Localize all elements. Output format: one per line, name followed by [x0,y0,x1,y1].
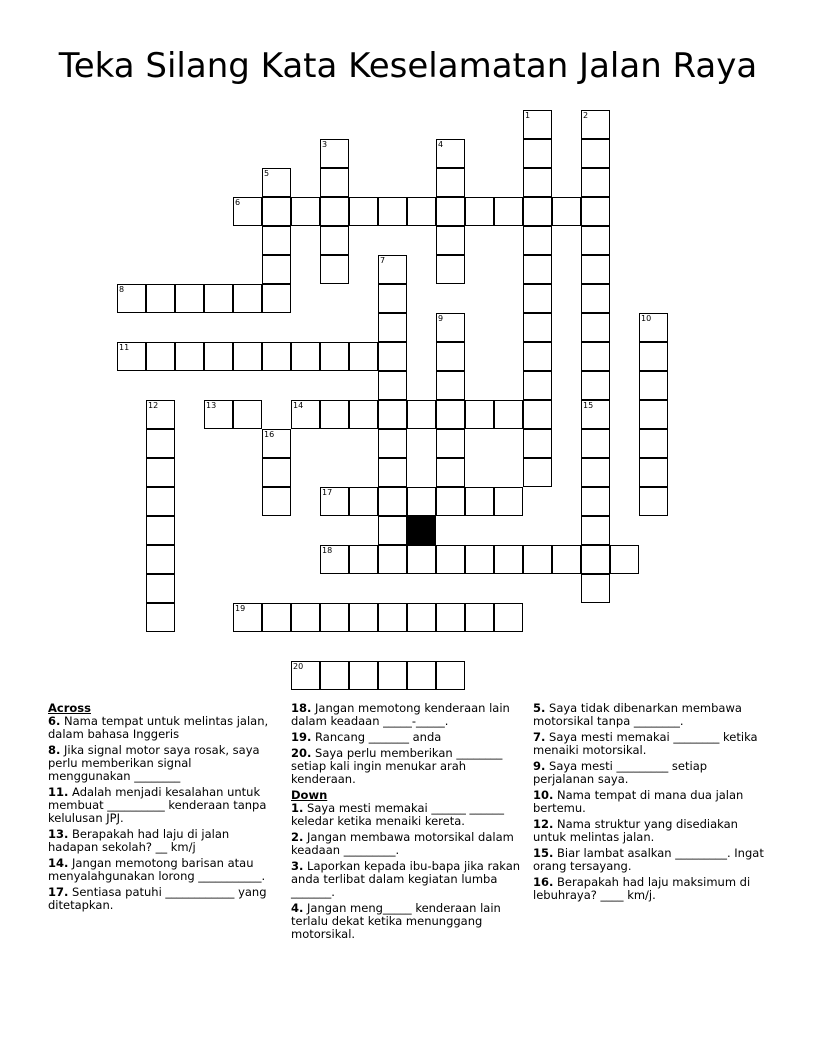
grid-cell[interactable] [349,197,378,226]
grid-cell[interactable] [407,400,436,429]
grid-cell[interactable] [146,574,175,603]
clue-down-3: 3. Laporkan kepada ibu-bapa jika rakan anda terlibat dalam kegiatan lumba _______. [291,859,521,899]
clue-number-label: 4 [438,140,444,149]
clue-across-20: 20. Saya perlu memberikan ________ setiap kali ingin menukar arah kenderaan. [291,746,503,786]
grid-cell[interactable] [262,226,291,255]
clue-number-label: 15 [583,401,594,410]
grid-cell[interactable] [523,458,552,487]
grid-cell[interactable] [233,197,262,226]
grid-cell[interactable] [552,197,581,226]
grid-cell[interactable] [262,429,291,458]
grid-cell[interactable] [233,284,262,313]
down-header: Down [291,788,328,802]
clue-number-label: 16 [264,430,275,439]
grid-cell[interactable] [494,603,523,632]
grid-cell[interactable] [146,487,175,516]
grid-cell[interactable] [349,487,378,516]
grid-cell[interactable] [262,342,291,371]
clue-number-label: 3 [322,140,328,149]
grid-cell[interactable] [523,284,552,313]
clue-across-11: 11. Adalah menjadi kesalahan untuk membuat __________ kenderaan tanpa kelulusan JPJ. [48,785,267,825]
grid-cell[interactable] [523,168,552,197]
grid-cell[interactable] [407,487,436,516]
grid-cell[interactable] [233,400,262,429]
grid-cell[interactable] [436,487,465,516]
grid-cell[interactable] [262,458,291,487]
grid-cell[interactable] [523,342,552,371]
grid-cell[interactable] [494,487,523,516]
grid-cell[interactable] [407,603,436,632]
grid-cell[interactable] [639,400,668,429]
grid-cell[interactable] [320,400,349,429]
clue-across-19: 19. Rancang _______ anda [291,730,442,744]
grid-cell[interactable] [523,110,552,139]
grid-cell[interactable] [262,284,291,313]
clue-down-5: 5. Saya tidak dibenarkan membawa motorsikal tanpa ________. [533,701,742,728]
grid-cell[interactable] [581,400,610,429]
grid-cell[interactable] [378,197,407,226]
grid-cell[interactable] [465,545,494,574]
grid-cell[interactable] [581,139,610,168]
grid-cell[interactable] [523,197,552,226]
grid-cell[interactable] [581,255,610,284]
grid-cell[interactable] [146,516,175,545]
grid-cell[interactable] [349,342,378,371]
across-header: Across [48,701,91,715]
clue-across-14: 14. Jangan memotong barisan atau menyalahgunakan lorong ___________. [48,856,266,883]
clue-number-label: 18 [322,546,333,555]
grid-cell[interactable] [523,400,552,429]
grid-cell[interactable] [581,545,610,574]
grid-cell[interactable] [465,197,494,226]
grid-cell[interactable] [581,429,610,458]
grid-cell[interactable] [378,545,407,574]
grid-cell[interactable] [407,661,436,690]
grid-cell[interactable] [262,487,291,516]
grid-cell[interactable] [146,429,175,458]
grid-cell[interactable] [407,197,436,226]
grid-cell[interactable] [494,545,523,574]
grid-cell[interactable] [581,284,610,313]
grid-cell[interactable] [378,400,407,429]
grid-cell[interactable] [610,545,639,574]
grid-cell[interactable] [175,284,204,313]
grid-cell[interactable] [320,603,349,632]
grid-cell[interactable] [494,400,523,429]
grid-cell[interactable] [262,255,291,284]
grid-cell[interactable] [146,545,175,574]
grid-cell[interactable] [494,197,523,226]
grid-cell[interactable] [436,545,465,574]
clue-across-18: 18. Jangan memotong kenderaan lain dalam keadaan _____-_____. [291,701,510,728]
grid-cell[interactable] [320,255,349,284]
clue-number-label: 12 [148,401,159,410]
clue-across-8: 8. Jika signal motor saya rosak, saya perlu memberikan signal menggunakan ________ [48,743,260,783]
clue-across-17: 17. Sentiasa patuhi ____________ yang ditetapkan. [48,885,267,912]
grid-cell[interactable] [291,661,320,690]
grid-cell[interactable] [378,487,407,516]
grid-cell[interactable] [320,139,349,168]
grid-cell[interactable] [639,313,668,342]
clue-number-label: 6 [235,198,241,207]
grid-cell[interactable] [291,400,320,429]
grid-cell[interactable] [436,342,465,371]
grid-cell[interactable] [378,516,407,545]
grid-cell[interactable] [523,255,552,284]
grid-cell[interactable] [436,371,465,400]
grid-cell[interactable] [233,603,262,632]
clue-across-6: 6. Nama tempat untuk melintas jalan, dalam bahasa Inggeris [48,714,269,741]
grid-cell[interactable] [523,139,552,168]
clue-down-2: 2. Jangan membawa motorsikal dalam keadaan _________. [291,830,514,857]
grid-cell[interactable] [378,284,407,313]
grid-cell[interactable] [523,226,552,255]
grid-cell[interactable] [204,342,233,371]
grid-cell[interactable] [436,313,465,342]
grid-cell[interactable] [436,400,465,429]
grid-cell[interactable] [436,139,465,168]
grid-cell[interactable] [436,255,465,284]
clue-number-label: 14 [293,401,304,410]
grid-cell[interactable] [581,458,610,487]
grid-cell[interactable] [436,458,465,487]
grid-cell[interactable] [349,400,378,429]
clue-number-label: 8 [119,285,125,294]
grid-cell[interactable] [523,371,552,400]
grid-cell[interactable] [320,545,349,574]
clue-number-label: 13 [206,401,217,410]
grid-cell[interactable] [378,661,407,690]
grid-cell[interactable] [320,168,349,197]
grid-cell[interactable] [378,255,407,284]
clue-column-2 [291,702,523,944]
grid-cell[interactable] [436,661,465,690]
clue-number-label: 10 [641,314,652,323]
grid-cell[interactable] [349,603,378,632]
grid-cell[interactable] [581,574,610,603]
clue-number-label: 2 [583,111,589,120]
clue-number-label: 11 [119,343,130,352]
grid-cell[interactable] [581,197,610,226]
black-block [407,516,436,545]
grid-cell[interactable] [523,545,552,574]
grid-cell[interactable] [320,342,349,371]
clue-down-12: 12. Nama struktur yang disediakan untuk melintas jalan. [533,817,738,844]
grid-cell[interactable] [146,284,175,313]
clue-column-3 [533,702,765,905]
grid-cell[interactable] [639,342,668,371]
grid-cell[interactable] [465,603,494,632]
grid-cell[interactable] [523,429,552,458]
grid-cell[interactable] [639,458,668,487]
grid-cell[interactable] [436,226,465,255]
clue-number-label: 5 [264,169,270,178]
clue-across-13: 13. Berapakah had laju di jalan hadapan sekolah? __ km/j [48,827,230,854]
grid-cell[interactable] [407,545,436,574]
clue-number-label: 19 [235,604,246,613]
grid-cell[interactable] [320,487,349,516]
clue-down-7: 7. Saya mesti memakai ________ ketika menaiki motorsikal. [533,730,758,757]
grid-cell[interactable] [262,603,291,632]
grid-cell[interactable] [146,458,175,487]
grid-cell[interactable] [349,661,378,690]
grid-cell[interactable] [378,313,407,342]
clue-number-label: 7 [380,256,386,265]
grid-cell[interactable] [204,400,233,429]
grid-cell[interactable] [581,226,610,255]
grid-cell[interactable] [291,197,320,226]
grid-cell[interactable] [146,603,175,632]
grid-cell[interactable] [581,487,610,516]
clue-down-4: 4. Jangan meng_____ kenderaan lain terlalu dekat ketika menunggang motorsikal. [291,901,501,941]
grid-cell[interactable] [581,371,610,400]
grid-cell[interactable] [465,400,494,429]
page-title: Teka Silang Kata Keselamatan Jalan Raya [58,46,758,86]
grid-cell[interactable] [378,371,407,400]
grid-cell[interactable] [581,168,610,197]
grid-cell[interactable] [639,371,668,400]
grid-cell[interactable] [465,487,494,516]
clue-number-label: 1 [525,111,531,120]
grid-cell[interactable] [117,284,146,313]
grid-cell[interactable] [581,516,610,545]
grid-cell[interactable] [552,545,581,574]
grid-cell[interactable] [320,197,349,226]
grid-cell[interactable] [349,545,378,574]
grid-cell[interactable] [523,313,552,342]
grid-cell[interactable] [233,342,262,371]
grid-cell[interactable] [378,342,407,371]
grid-cell[interactable] [378,458,407,487]
clue-number-label: 20 [293,662,304,671]
grid-cell[interactable] [146,342,175,371]
grid-cell[interactable] [204,284,233,313]
grid-cell[interactable] [117,342,146,371]
clue-down-16: 16. Berapakah had laju maksimum di lebuhraya? ____ km/j. [533,875,751,902]
grid-cell[interactable] [436,168,465,197]
grid-cell[interactable] [320,226,349,255]
clue-down-9: 9. Saya mesti _________ setiap perjalanan saya. [533,759,708,786]
grid-cell[interactable] [436,603,465,632]
grid-cell[interactable] [262,168,291,197]
grid-cell[interactable] [581,342,610,371]
grid-cell[interactable] [291,342,320,371]
clue-down-15: 15. Biar lambat asalkan _________. Ingat orang tersayang. [533,846,764,873]
grid-cell[interactable] [639,429,668,458]
grid-cell[interactable] [378,429,407,458]
clue-number-label: 17 [322,488,333,497]
clue-number-label: 9 [438,314,444,323]
clue-column-1 [48,702,276,915]
grid-cell[interactable] [291,603,320,632]
clue-down-10: 10. Nama tempat di mana dua jalan bertemu. [533,788,744,815]
grid-cell[interactable] [175,342,204,371]
grid-cell[interactable] [581,110,610,139]
grid-cell[interactable] [320,661,349,690]
grid-cell[interactable] [581,313,610,342]
grid-cell[interactable] [146,400,175,429]
grid-cell[interactable] [378,603,407,632]
grid-cell[interactable] [436,197,465,226]
clue-down-1: 1. Saya mesti memakai ______ ______ keledar ketika menaiki kereta. [291,801,505,828]
grid-cell[interactable] [639,487,668,516]
grid-cell[interactable] [262,197,291,226]
grid-cell[interactable] [436,429,465,458]
